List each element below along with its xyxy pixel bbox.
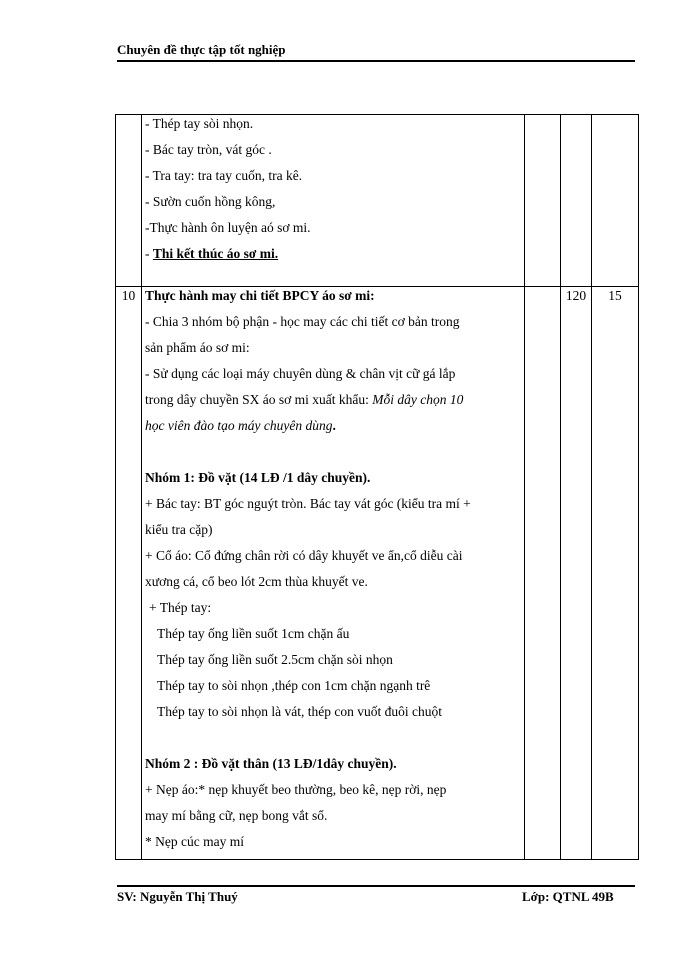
dash-prefix: - bbox=[145, 246, 153, 261]
empty-cell bbox=[561, 115, 592, 287]
content-line: Thép tay ống liền suốt 2.5cm chặn sòi nhọn bbox=[157, 652, 393, 667]
content-line: Thép tay to sòi nhọn là vát, thép con vuốt đuôi chuột bbox=[157, 704, 442, 719]
empty-cell bbox=[525, 287, 561, 860]
content-line: + Thép tay: bbox=[149, 600, 212, 615]
content-line bbox=[145, 417, 521, 443]
table-row bbox=[116, 115, 639, 287]
footer-rule bbox=[117, 885, 635, 887]
content-line: + Cổ áo: Cổ đứng chân rời có dây khuyết ve ẩn,cổ diễu cài bbox=[145, 548, 463, 563]
content-line: + Bác tay: BT góc nguýt tròn. Bác tay vát góc (kiểu tra mí + bbox=[145, 496, 471, 511]
content-line: -Thực hành ôn luyện aó sơ mi. bbox=[145, 220, 311, 235]
content-line bbox=[145, 245, 521, 271]
document-title: Chuyên đề thực tập tốt nghiệp bbox=[117, 42, 286, 57]
spacer bbox=[145, 729, 521, 755]
content-line: may mí bằng cữ, nẹp bong vắt sổ. bbox=[145, 808, 328, 823]
content-line: - Chia 3 nhóm bộ phận - học may các chi tiết cơ bản trong bbox=[145, 314, 460, 329]
content-line: + Nẹp áo:* nẹp khuyết beo thường, beo kê, nẹp rời, nẹp bbox=[145, 782, 447, 797]
content-line: Thép tay to sòi nhọn ,thép con 1cm chặn ngạnh trê bbox=[157, 678, 431, 693]
hours-cell: 120 bbox=[561, 287, 592, 860]
content-line: * Nẹp cúc may mí bbox=[145, 834, 244, 849]
group-heading: Nhóm 1: Đồ vặt (14 LĐ /1 dây chuyền). bbox=[145, 470, 371, 485]
content-line: - Thép tay sòi nhọn. bbox=[145, 116, 254, 131]
student-name: SV: Nguyễn Thị Thuý bbox=[117, 889, 238, 904]
content-line: xương cá, cổ beo lót 2cm thùa khuyết ve. bbox=[145, 574, 368, 589]
content-line: - Sử dụng các loại máy chuyên dùng & chân vịt cữ gá lắp bbox=[145, 366, 456, 381]
final-exam-label: Thi kết thúc áo sơ mi. bbox=[152, 246, 279, 261]
content-cell bbox=[142, 287, 525, 860]
italic-note: học viên đào tạo máy chuyên dùng bbox=[145, 418, 333, 433]
class-label: Lớp: QTNL 49B bbox=[522, 889, 614, 904]
spacer bbox=[145, 443, 521, 469]
empty-cell bbox=[525, 115, 561, 287]
content-line: - Bác tay tròn, vát góc . bbox=[145, 142, 272, 157]
empty-cell bbox=[592, 115, 639, 287]
italic-note: Mỗi dây chọn 10 bbox=[372, 392, 464, 407]
stt-cell bbox=[116, 115, 142, 287]
content-line: Thép tay ống liền suốt 1cm chặn ấu bbox=[157, 626, 350, 641]
period: . bbox=[332, 418, 336, 433]
content-line: - Sườn cuốn hồng kông, bbox=[145, 194, 276, 209]
table-row bbox=[116, 287, 639, 860]
group-heading: Nhóm 2 : Đồ vặt thân (13 LĐ/1dây chuyền). bbox=[145, 756, 397, 771]
days-cell: 15 bbox=[592, 287, 639, 860]
content-text: trong dây chuyền SX áo sơ mi xuất khẩu: bbox=[145, 392, 373, 407]
content-line: - Tra tay: tra tay cuốn, tra kê. bbox=[145, 168, 303, 183]
content-line: kiểu tra cặp) bbox=[145, 522, 213, 537]
content-line bbox=[145, 391, 521, 417]
content-cell bbox=[142, 115, 525, 287]
section-heading: Thực hành may chi tiết BPCY áo sơ mi: bbox=[145, 288, 375, 303]
stt-cell: 10 bbox=[116, 287, 142, 860]
curriculum-table bbox=[115, 114, 639, 860]
header-rule bbox=[117, 60, 635, 62]
content-line: sản phẩm áo sơ mi: bbox=[145, 340, 250, 355]
